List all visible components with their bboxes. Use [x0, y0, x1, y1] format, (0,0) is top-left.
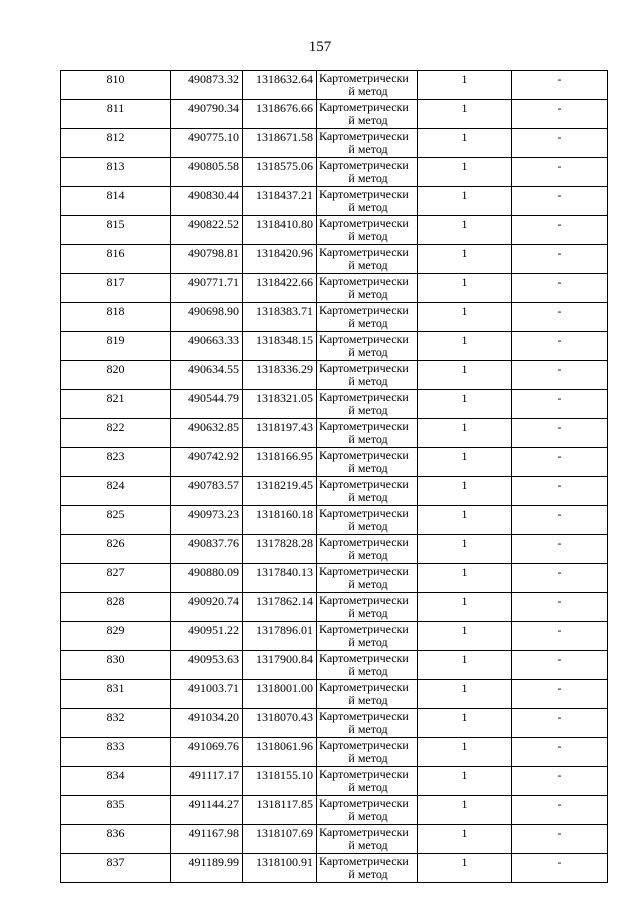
- method-text-line1: Картометрически: [319, 448, 409, 462]
- table-row: [61, 187, 608, 216]
- method-cell: [317, 767, 418, 796]
- accuracy-cell: 1: [418, 129, 512, 158]
- description-cell: -: [512, 506, 608, 535]
- description-cell: -: [512, 361, 608, 390]
- point-number-cell: 827: [61, 564, 171, 593]
- method-cell: [317, 506, 418, 535]
- description-cell: -: [512, 796, 608, 825]
- method-cell: [317, 796, 418, 825]
- method-text-line1: Картометрически: [319, 680, 409, 694]
- accuracy-cell: 1: [418, 738, 512, 767]
- description-cell: -: [512, 477, 608, 506]
- method-text-line1: Картометрически: [319, 245, 409, 259]
- method-text-line2: й метод: [348, 287, 388, 301]
- accuracy-cell: 1: [418, 303, 512, 332]
- description-cell: -: [512, 390, 608, 419]
- y-coordinate-cell: 1317896.01: [243, 622, 317, 651]
- method-cell: [317, 303, 418, 332]
- method-text-line2: й метод: [348, 432, 388, 446]
- method-text-line2: й метод: [348, 693, 388, 707]
- y-coordinate-cell: 1318383.71: [243, 303, 317, 332]
- y-coordinate-cell: 1317840.13: [243, 564, 317, 593]
- description-cell: -: [512, 651, 608, 680]
- method-text-line1: Картометрически: [319, 651, 409, 665]
- table-row: [61, 680, 608, 709]
- point-number-cell: 828: [61, 593, 171, 622]
- point-number-cell: 831: [61, 680, 171, 709]
- y-coordinate-cell: 1317828.28: [243, 535, 317, 564]
- x-coordinate-cell: 491034.20: [171, 709, 243, 738]
- method-text-line1: Картометрически: [319, 158, 409, 172]
- method-text-line2: й метод: [348, 142, 388, 156]
- x-coordinate-cell: 490973.23: [171, 506, 243, 535]
- table-row: [61, 796, 608, 825]
- method-cell: [317, 738, 418, 767]
- method-cell: [317, 622, 418, 651]
- method-cell: [317, 709, 418, 738]
- description-cell: -: [512, 854, 608, 883]
- method-text-line1: Картометрически: [319, 796, 409, 810]
- point-number-cell: 834: [61, 767, 171, 796]
- description-cell: -: [512, 274, 608, 303]
- method-cell: [317, 361, 418, 390]
- x-coordinate-cell: 491144.27: [171, 796, 243, 825]
- coordinates-table: [60, 70, 608, 883]
- point-number-cell: 821: [61, 390, 171, 419]
- point-number-cell: 811: [61, 100, 171, 129]
- method-cell: [317, 564, 418, 593]
- table-row: [61, 448, 608, 477]
- y-coordinate-cell: 1318100.91: [243, 854, 317, 883]
- method-text-line1: Картометрически: [319, 564, 409, 578]
- method-cell: [317, 535, 418, 564]
- method-text-line1: Картометрически: [319, 709, 409, 723]
- x-coordinate-cell: 491069.76: [171, 738, 243, 767]
- description-cell: -: [512, 767, 608, 796]
- table-row: [61, 767, 608, 796]
- x-coordinate-cell: 490544.79: [171, 390, 243, 419]
- method-text-line1: Картометрически: [319, 216, 409, 230]
- point-number-cell: 820: [61, 361, 171, 390]
- x-coordinate-cell: 491167.98: [171, 825, 243, 854]
- method-cell: [317, 129, 418, 158]
- x-coordinate-cell: 490805.58: [171, 158, 243, 187]
- method-text-line1: Картометрически: [319, 71, 409, 85]
- x-coordinate-cell: 491003.71: [171, 680, 243, 709]
- method-text-line1: Картометрически: [319, 361, 409, 375]
- y-coordinate-cell: 1318001.00: [243, 680, 317, 709]
- method-text-line2: й метод: [348, 867, 388, 881]
- x-coordinate-cell: 490951.22: [171, 622, 243, 651]
- table-row: [61, 506, 608, 535]
- description-cell: -: [512, 216, 608, 245]
- method-text-line2: й метод: [348, 258, 388, 272]
- point-number-cell: 812: [61, 129, 171, 158]
- y-coordinate-cell: 1318671.58: [243, 129, 317, 158]
- y-coordinate-cell: 1318575.06: [243, 158, 317, 187]
- description-cell: -: [512, 622, 608, 651]
- accuracy-cell: 1: [418, 506, 512, 535]
- accuracy-cell: 1: [418, 361, 512, 390]
- point-number-cell: 816: [61, 245, 171, 274]
- y-coordinate-cell: 1318676.66: [243, 100, 317, 129]
- description-cell: -: [512, 564, 608, 593]
- x-coordinate-cell: 490663.33: [171, 332, 243, 361]
- accuracy-cell: 1: [418, 477, 512, 506]
- accuracy-cell: 1: [418, 622, 512, 651]
- method-cell: [317, 448, 418, 477]
- accuracy-cell: 1: [418, 187, 512, 216]
- method-text-line1: Картометрически: [319, 303, 409, 317]
- accuracy-cell: 1: [418, 419, 512, 448]
- table-row: [61, 390, 608, 419]
- method-cell: [317, 187, 418, 216]
- accuracy-cell: 1: [418, 767, 512, 796]
- x-coordinate-cell: 490698.90: [171, 303, 243, 332]
- method-text-line1: Картометрически: [319, 622, 409, 636]
- description-cell: -: [512, 709, 608, 738]
- method-text-line1: Картометрически: [319, 506, 409, 520]
- method-text-line1: Картометрически: [319, 854, 409, 868]
- method-cell: [317, 680, 418, 709]
- table-row: [61, 361, 608, 390]
- table-row: [61, 564, 608, 593]
- point-number-cell: 813: [61, 158, 171, 187]
- description-cell: -: [512, 535, 608, 564]
- x-coordinate-cell: 490775.10: [171, 129, 243, 158]
- point-number-cell: 819: [61, 332, 171, 361]
- point-number-cell: 823: [61, 448, 171, 477]
- table-row: [61, 709, 608, 738]
- table-row: [61, 535, 608, 564]
- method-cell: [317, 245, 418, 274]
- y-coordinate-cell: 1317862.14: [243, 593, 317, 622]
- method-cell: [317, 100, 418, 129]
- method-cell: [317, 390, 418, 419]
- method-text-line1: Картометрически: [319, 419, 409, 433]
- method-text-line2: й метод: [348, 84, 388, 98]
- method-text-line2: й метод: [348, 461, 388, 475]
- accuracy-cell: 1: [418, 651, 512, 680]
- point-number-cell: 814: [61, 187, 171, 216]
- description-cell: -: [512, 332, 608, 361]
- method-text-line2: й метод: [348, 374, 388, 388]
- description-cell: -: [512, 738, 608, 767]
- y-coordinate-cell: 1317900.84: [243, 651, 317, 680]
- table-row: [61, 100, 608, 129]
- method-text-line2: й метод: [348, 548, 388, 562]
- table-row: [61, 825, 608, 854]
- point-number-cell: 822: [61, 419, 171, 448]
- y-coordinate-cell: 1318420.96: [243, 245, 317, 274]
- table-row: [61, 419, 608, 448]
- x-coordinate-cell: 490920.74: [171, 593, 243, 622]
- y-coordinate-cell: 1318117.85: [243, 796, 317, 825]
- point-number-cell: 832: [61, 709, 171, 738]
- method-cell: [317, 651, 418, 680]
- method-text-line2: й метод: [348, 722, 388, 736]
- x-coordinate-cell: 490953.63: [171, 651, 243, 680]
- point-number-cell: 810: [61, 71, 171, 100]
- accuracy-cell: 1: [418, 680, 512, 709]
- description-cell: -: [512, 158, 608, 187]
- x-coordinate-cell: 490634.55: [171, 361, 243, 390]
- accuracy-cell: 1: [418, 158, 512, 187]
- method-text-line1: Картометрически: [319, 274, 409, 288]
- method-text-line2: й метод: [348, 200, 388, 214]
- x-coordinate-cell: 491189.99: [171, 854, 243, 883]
- x-coordinate-cell: 491117.17: [171, 767, 243, 796]
- table-row: [61, 158, 608, 187]
- description-cell: -: [512, 680, 608, 709]
- method-text-line1: Картометрически: [319, 477, 409, 491]
- y-coordinate-cell: 1318437.21: [243, 187, 317, 216]
- method-text-line1: Картометрически: [319, 767, 409, 781]
- accuracy-cell: 1: [418, 709, 512, 738]
- point-number-cell: 836: [61, 825, 171, 854]
- accuracy-cell: 1: [418, 535, 512, 564]
- point-number-cell: 826: [61, 535, 171, 564]
- method-cell: [317, 71, 418, 100]
- method-text-line2: й метод: [348, 490, 388, 504]
- method-text-line2: й метод: [348, 780, 388, 794]
- accuracy-cell: 1: [418, 448, 512, 477]
- method-text-line1: Картометрически: [319, 332, 409, 346]
- accuracy-cell: 1: [418, 564, 512, 593]
- y-coordinate-cell: 1318336.29: [243, 361, 317, 390]
- description-cell: -: [512, 71, 608, 100]
- method-text-line2: й метод: [348, 751, 388, 765]
- method-cell: [317, 216, 418, 245]
- description-cell: -: [512, 825, 608, 854]
- y-coordinate-cell: 1318155.10: [243, 767, 317, 796]
- accuracy-cell: 1: [418, 216, 512, 245]
- accuracy-cell: 1: [418, 854, 512, 883]
- y-coordinate-cell: 1318422.66: [243, 274, 317, 303]
- table-row: [61, 216, 608, 245]
- y-coordinate-cell: 1318107.69: [243, 825, 317, 854]
- y-coordinate-cell: 1318632.64: [243, 71, 317, 100]
- description-cell: -: [512, 245, 608, 274]
- method-text-line1: Картометрически: [319, 535, 409, 549]
- table-row: [61, 245, 608, 274]
- method-text-line2: й метод: [348, 519, 388, 533]
- point-number-cell: 824: [61, 477, 171, 506]
- method-text-line1: Картометрически: [319, 129, 409, 143]
- point-number-cell: 835: [61, 796, 171, 825]
- accuracy-cell: 1: [418, 245, 512, 274]
- table-row: [61, 854, 608, 883]
- y-coordinate-cell: 1318348.15: [243, 332, 317, 361]
- x-coordinate-cell: 490837.76: [171, 535, 243, 564]
- table-body: [61, 71, 608, 883]
- method-cell: [317, 854, 418, 883]
- x-coordinate-cell: 490798.81: [171, 245, 243, 274]
- table-row: [61, 332, 608, 361]
- y-coordinate-cell: 1318061.96: [243, 738, 317, 767]
- y-coordinate-cell: 1318160.18: [243, 506, 317, 535]
- method-text-line2: й метод: [348, 316, 388, 330]
- accuracy-cell: 1: [418, 390, 512, 419]
- table-row: [61, 71, 608, 100]
- page-number: 157: [308, 39, 332, 55]
- point-number-cell: 818: [61, 303, 171, 332]
- table-row: [61, 738, 608, 767]
- method-text-line1: Картометрически: [319, 390, 409, 404]
- x-coordinate-cell: 490880.09: [171, 564, 243, 593]
- description-cell: -: [512, 100, 608, 129]
- x-coordinate-cell: 490830.44: [171, 187, 243, 216]
- x-coordinate-cell: 490873.32: [171, 71, 243, 100]
- table-row: [61, 651, 608, 680]
- y-coordinate-cell: 1318070.43: [243, 709, 317, 738]
- y-coordinate-cell: 1318410.80: [243, 216, 317, 245]
- method-cell: [317, 593, 418, 622]
- accuracy-cell: 1: [418, 796, 512, 825]
- method-text-line2: й метод: [348, 606, 388, 620]
- point-number-cell: 825: [61, 506, 171, 535]
- point-number-cell: 837: [61, 854, 171, 883]
- method-cell: [317, 477, 418, 506]
- method-cell: [317, 825, 418, 854]
- x-coordinate-cell: 490822.52: [171, 216, 243, 245]
- method-cell: [317, 158, 418, 187]
- method-text-line1: Картометрически: [319, 738, 409, 752]
- description-cell: -: [512, 419, 608, 448]
- point-number-cell: 829: [61, 622, 171, 651]
- x-coordinate-cell: 490742.92: [171, 448, 243, 477]
- description-cell: -: [512, 448, 608, 477]
- table-row: [61, 593, 608, 622]
- table-row: [61, 274, 608, 303]
- method-text-line1: Картометрически: [319, 593, 409, 607]
- table-row: [61, 129, 608, 158]
- accuracy-cell: 1: [418, 274, 512, 303]
- accuracy-cell: 1: [418, 593, 512, 622]
- method-text-line2: й метод: [348, 403, 388, 417]
- x-coordinate-cell: 490771.71: [171, 274, 243, 303]
- method-text-line2: й метод: [348, 113, 388, 127]
- accuracy-cell: 1: [418, 71, 512, 100]
- table-row: [61, 477, 608, 506]
- accuracy-cell: 1: [418, 100, 512, 129]
- method-text-line2: й метод: [348, 809, 388, 823]
- method-cell: [317, 332, 418, 361]
- method-text-line1: Картометрически: [319, 187, 409, 201]
- description-cell: -: [512, 303, 608, 332]
- method-text-line1: Картометрически: [319, 100, 409, 114]
- table-row: [61, 622, 608, 651]
- x-coordinate-cell: 490790.34: [171, 100, 243, 129]
- y-coordinate-cell: 1318321.05: [243, 390, 317, 419]
- x-coordinate-cell: 490632.85: [171, 419, 243, 448]
- method-text-line2: й метод: [348, 577, 388, 591]
- accuracy-cell: 1: [418, 825, 512, 854]
- method-text-line2: й метод: [348, 664, 388, 678]
- point-number-cell: 815: [61, 216, 171, 245]
- point-number-cell: 817: [61, 274, 171, 303]
- method-text-line2: й метод: [348, 345, 388, 359]
- y-coordinate-cell: 1318219.45: [243, 477, 317, 506]
- description-cell: -: [512, 187, 608, 216]
- y-coordinate-cell: 1318197.43: [243, 419, 317, 448]
- table-row: [61, 303, 608, 332]
- description-cell: -: [512, 593, 608, 622]
- x-coordinate-cell: 490783.57: [171, 477, 243, 506]
- method-text-line2: й метод: [348, 171, 388, 185]
- description-cell: -: [512, 129, 608, 158]
- point-number-cell: 833: [61, 738, 171, 767]
- point-number-cell: 830: [61, 651, 171, 680]
- method-text-line2: й метод: [348, 229, 388, 243]
- method-cell: [317, 274, 418, 303]
- method-text-line1: Картометрически: [319, 825, 409, 839]
- method-cell: [317, 419, 418, 448]
- accuracy-cell: 1: [418, 332, 512, 361]
- y-coordinate-cell: 1318166.95: [243, 448, 317, 477]
- method-text-line2: й метод: [348, 838, 388, 852]
- method-text-line2: й метод: [348, 635, 388, 649]
